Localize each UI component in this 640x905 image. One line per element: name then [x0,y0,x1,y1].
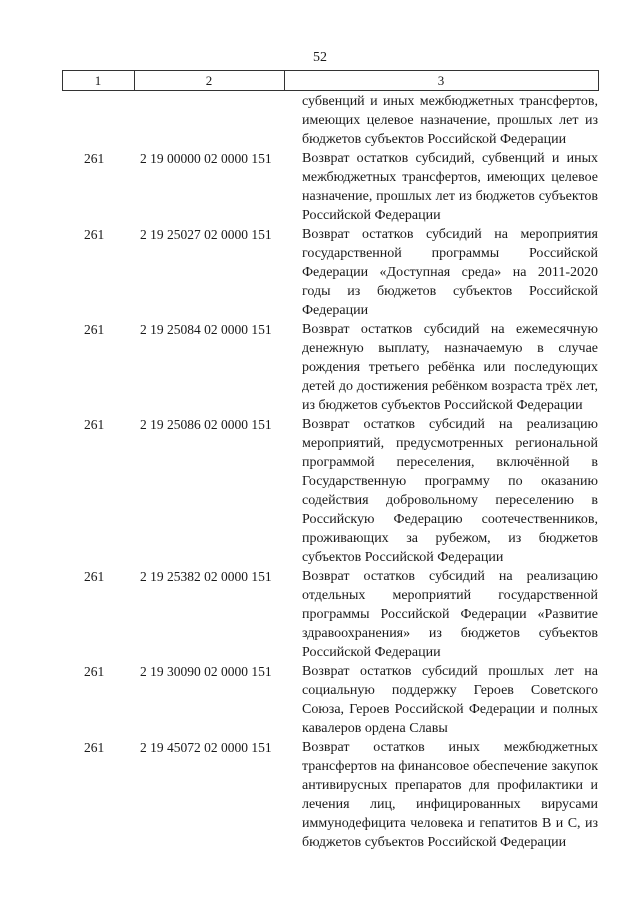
table-row [0,738,640,852]
admin-code: 261 [84,664,105,679]
income-description: субвенций и иных межбюджетных трансфертов, имеющих целевое назначение, прошлых лет из бюджетов субъектов Российской Федерации [302,94,598,147]
income-description: Возврат остатков субсидий, субвенций и иных межбюджетных трансфертов, имеющих целевое назначение, прошлых лет из бюджетов субъектов Российской Федерации [302,151,598,223]
budget-code: 2 19 25382 02 0000 151 [140,569,272,584]
income-description: Возврат остатков субсидий на мероприятия государственной программы Российской Федерации «Доступная среда» на 2011-2020 годы из бюджетов субъектов Российской Федерации [302,227,598,318]
budget-code: 2 19 25086 02 0000 151 [140,417,272,432]
table-row [0,225,640,320]
income-description: Возврат остатков иных межбюджетных трансфертов на финансовое обеспечение закупок антивирусных препаратов для профилактики и лечения лиц, инфицированных вирусами иммунодефицита человека и гепатитов В и С, из бюджетов субъектов Российской Федерации [302,740,598,850]
admin-code: 261 [84,417,105,432]
admin-code: 261 [84,569,105,584]
income-description: Возврат остатков субсидий на реализацию мероприятий, предусмотренных региональной программой переселения, включённой в Государственную программу по оказанию содействия добровольному переселению в Российскую Федерацию соотечественников, проживающих за рубежом, из бюджетов субъектов Российской Федерации [302,417,598,565]
admin-code: 261 [84,227,105,242]
header-col-3: 3 [437,73,445,88]
budget-code: 2 19 30090 02 0000 151 [140,664,272,679]
admin-code: 261 [84,740,105,755]
page-number: 52 [313,50,327,65]
table-row [0,415,640,567]
income-description: Возврат остатков субсидий на реализацию отдельных мероприятий государственной программы Российской Федерации «Развитие здравоохранения» из бюджетов субъектов Российской Федерации [302,569,598,660]
table-row [0,567,640,662]
budget-code: 2 19 00000 02 0000 151 [140,151,272,166]
income-description: Возврат остатков субсидий на ежемесячную денежную выплату, назначаемую в случае рождения третьего ребёнка или последующих детей до достижения ребёнком возраста трёх лет, из бюджетов субъектов Российской Федерации [302,322,598,413]
admin-code: 261 [84,322,105,337]
table-row [0,320,640,415]
header-col-2: 2 [205,73,213,88]
header-col-1: 1 [94,73,102,88]
table-row [0,92,640,149]
table-header [62,70,599,91]
admin-code: 261 [84,151,105,166]
table-body [0,92,640,852]
header-divider [598,71,599,90]
budget-code: 2 19 45072 02 0000 151 [140,740,272,755]
table-row [0,149,640,225]
table-row [0,662,640,738]
income-description: Возврат остатков субсидий прошлых лет на социальную поддержку Героев Советского Союза, Героев Российской Федерации и полных кавалеров ордена Славы [302,664,598,736]
budget-code: 2 19 25084 02 0000 151 [140,322,272,337]
budget-code: 2 19 25027 02 0000 151 [140,227,272,242]
